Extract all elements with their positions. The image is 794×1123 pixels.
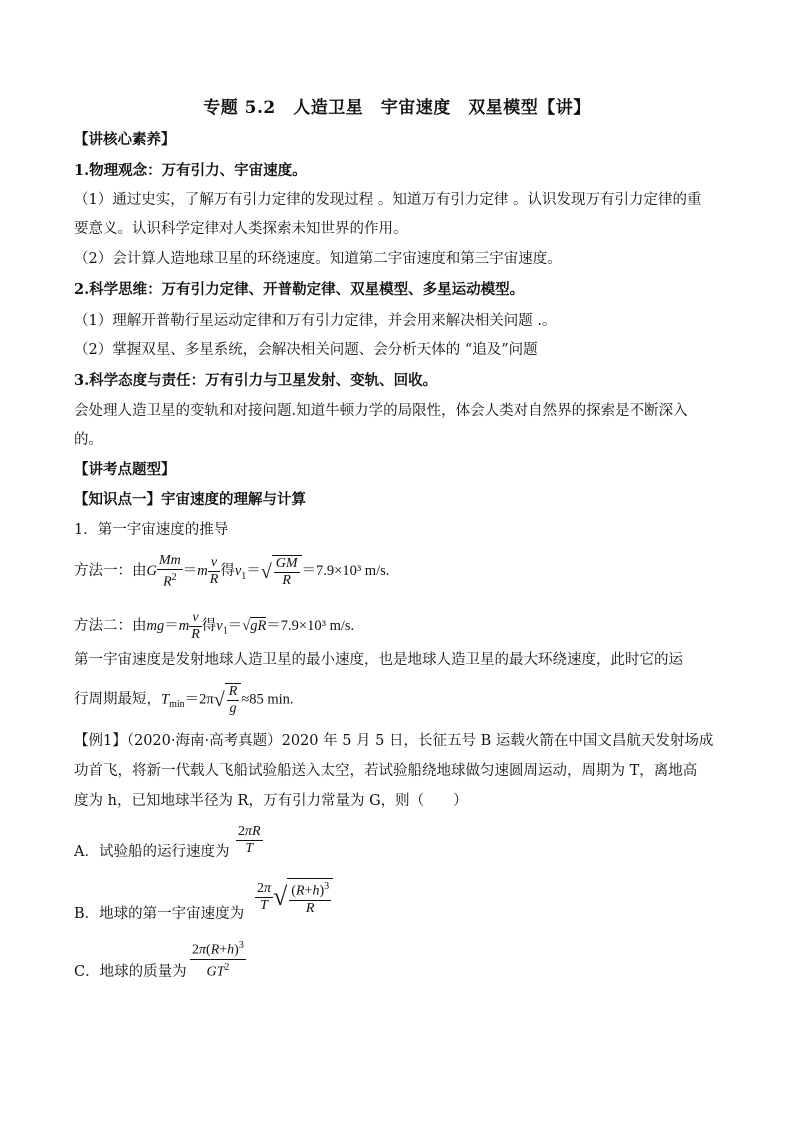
option-a[interactable] (74, 842, 229, 862)
heading-scientific-attitude: 3.科学态度与责任：万有引力与卫星发射、变轨、回收。 (74, 372, 438, 389)
paragraph-line: 要意义。认识科学定律对人类探索未知世界的作用。 (74, 221, 408, 237)
paragraph-line: （1）通过史实，了解万有引力定律的发现过程 。知道万有引力定律 。认识发现万有引力定律的重 (74, 192, 702, 208)
paragraph-line: （2）掌握双星、多星系统，会解决相关问题、会分析天体的 “追及”问题 (74, 342, 538, 358)
formula-method-2: 方法二：由mg＝m $\frac{v}{R}$ 得$v_1=√gR=7.9\times 10^3$ m/s. (74, 610, 355, 642)
option-b-label: B．地球的第一宇宙速度为 (74, 906, 245, 922)
paragraph-line: 第一宇宙速度是发射地球人造卫星的最小速度，也是地球人造卫星的最大环绕速度，此时它的运 (74, 652, 683, 668)
heading-physics-concept: 1.物理观念：万有引力、宇宙速度。 (74, 162, 307, 179)
page-title: 专题 5.2 人造卫星 宇宙速度 双星模型【讲】 (203, 98, 591, 118)
option-c-formula: $\frac{2\pi(R+h)^3}{GT^2}$ (192, 940, 244, 980)
formula-method-1: 方法一：由G $\frac{Mm}{R^2}$ ＝m $\frac{v}{R}$ 得$v_1=√$ $\frac{GM}{R}$ ＝7.9×10³ m/s. (74, 553, 390, 590)
example-1-line: 功首飞，将新一代载人飞船试验船送入太空，若试验船绕地球做匀速圆周运动，周期为 T，离地高 (74, 763, 698, 779)
knowledge-point-header: 【知识点一】宇宙速度的理解与计算 (74, 491, 306, 508)
formula-label: 方法二：由 (74, 617, 147, 634)
section-header-exam-topics: 【讲考点题型】 (74, 461, 176, 478)
paragraph-line: （2）会计算人造地球卫星的环绕速度。知道第二宇宙速度和第三宇宙速度。 (74, 251, 562, 267)
option-b[interactable] (74, 904, 244, 924)
paragraph-line: 会处理人造卫星的变轨和对接问题.知道牛顿力学的局限性，体会人类对自然界的探索是不断深入 (74, 403, 688, 419)
option-c[interactable] (74, 962, 187, 982)
heading-scientific-thinking: 2.科学思维：万有引力定律、开普勒定律、双星模型、多星运动模型。 (74, 281, 525, 298)
paragraph-line: 的。 (74, 432, 103, 448)
option-a-formula: $\frac{2\pi R}{T}$ (238, 824, 261, 856)
formula-label: 方法一：由 (74, 563, 147, 580)
section-header-core-literacy: 【讲核心素养】 (74, 131, 176, 148)
formula-result: ＝7.9×10³ m/s. (301, 563, 390, 580)
example-1-line: 【例1】（2020·海南·高考真题）2020 年 5 月 5 日，长征五号 B 运载火箭在中国文昌航天发射场成 (74, 733, 714, 749)
option-a-label: A．试验船的运行速度为 (74, 844, 230, 860)
option-b-formula: $\frac{2\pi}{T}$ √ $\frac{(R+h)^3}{R}$ (255, 878, 333, 917)
paragraph-line: （1）理解开普勒行星运动定律和万有引力定律，并会用来解决相关问题 .。 (74, 313, 557, 329)
example-1-line: 度为 h，已知地球半径为 R，万有引力常量为 G，则（ ） (74, 793, 468, 809)
formula-result: ＝7.9×10³ m/s. (266, 617, 355, 634)
list-item: 1．第一宇宙速度的推导 (74, 522, 229, 538)
option-c-label: C．地球的质量为 (74, 964, 187, 980)
formula-min-period: 行周期最短，$T_{min}=2\pi√$ $\frac{R}{g}$ ≈85 min. (74, 684, 294, 716)
